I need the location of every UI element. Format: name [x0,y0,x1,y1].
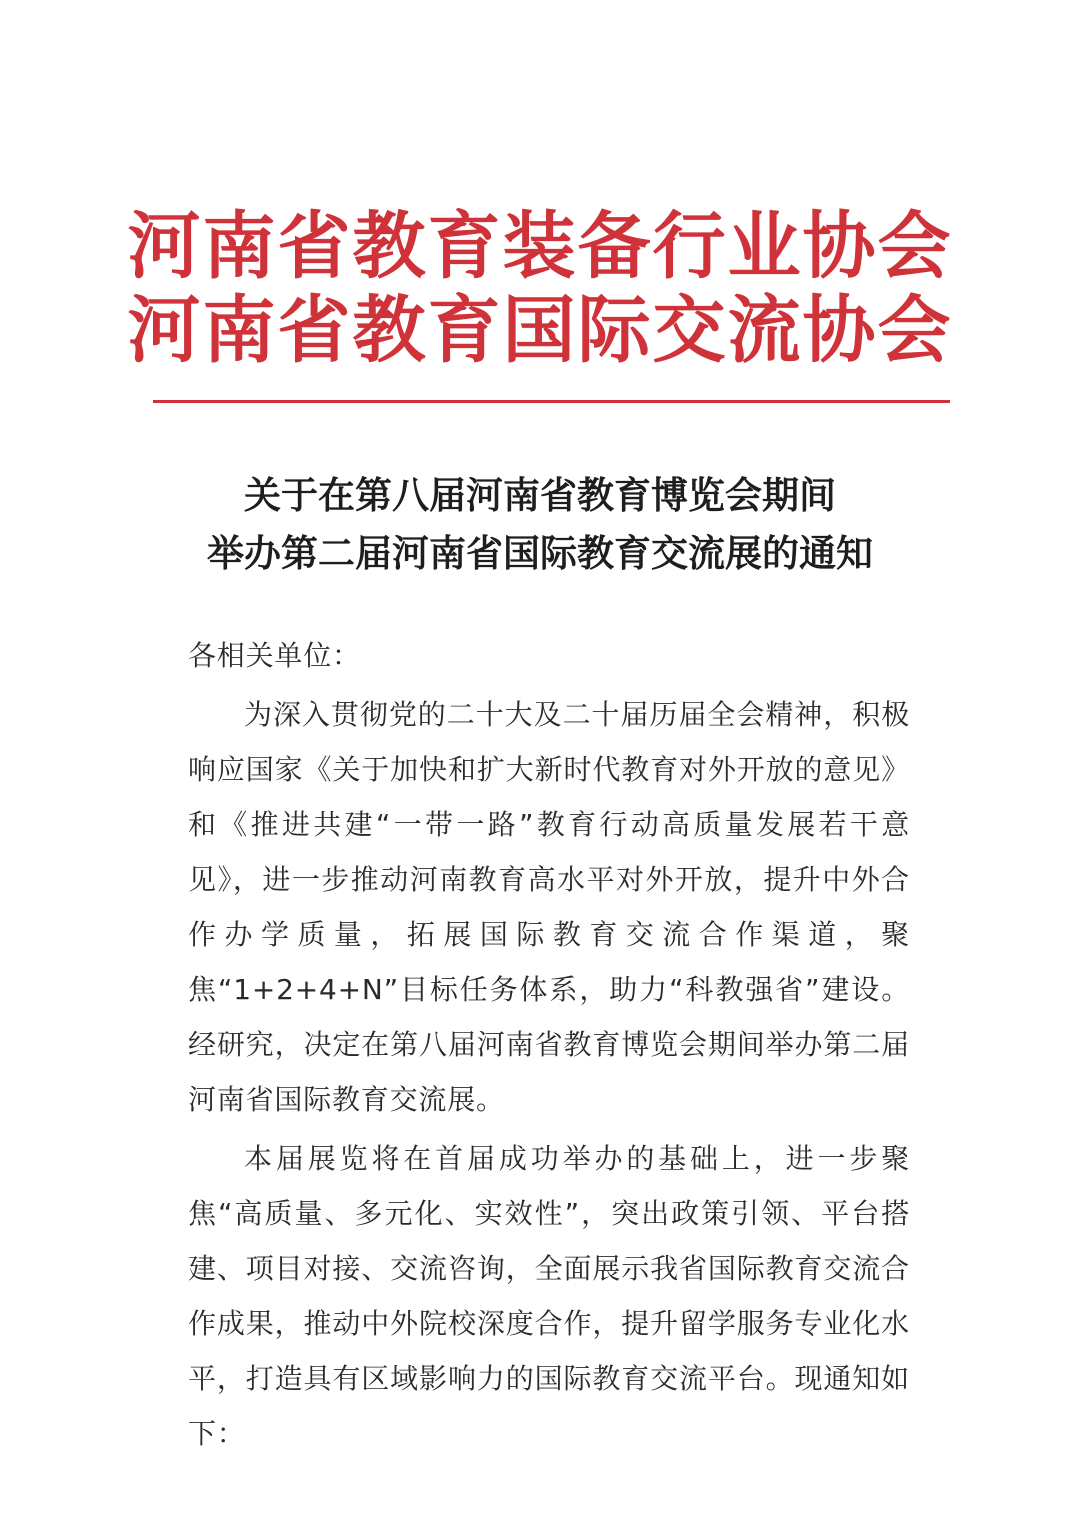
document-title [0,466,1080,582]
document-body [188,628,910,1465]
org-name-line-1: 河南省教育装备行业协会 [127,203,953,289]
title-line-2: 举办第二届河南省国际教育交流展的通知 [207,531,873,575]
paragraph-2: 本届展览将在首届成功举办的基础上，进一步聚焦“高质量、多元化、实效性”，突出政策引领、平台搭建、项目对接、交流咨询，全面展示我省国际教育交流合作成果，推动中外院校深度合作，提升留学服务专业化水平，打造具有区域影响力的国际教育交流平台。现通知如下： [188,1142,910,1450]
letterhead [0,204,1080,372]
paragraph-1: 为深入贯彻党的二十大及二十届历届全会精神，积极响应国家《关于加快和扩大新时代教育对外开放的意见》和《推进共建“一带一路”教育行动高质量发展若干意见》，进一步推动河南教育高水平对外开放，提升中外合作办学质量，拓展国际教育交流合作渠道，聚焦“1+2+4+N”目标任务体系，助力“科教强省”建设。经研究，决定在第八届河南省教育博览会期间举办第二届河南省国际教育交流展。 [188,698,910,1116]
org-name-line-2: 河南省教育国际交流协会 [127,287,953,373]
title-line-1: 关于在第八届河南省教育博览会期间 [244,473,836,517]
salutation: 各相关单位： [188,639,361,672]
letterhead-divider [153,400,950,403]
